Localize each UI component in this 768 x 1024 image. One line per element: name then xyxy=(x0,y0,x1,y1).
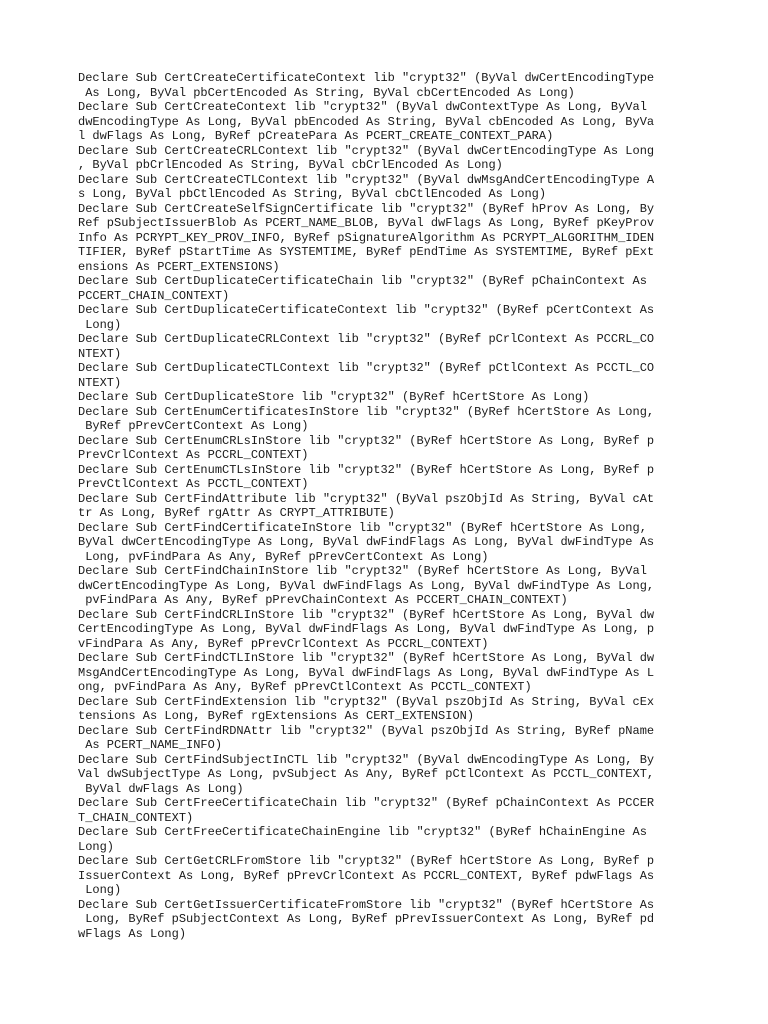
code-line: , ByVal pbCrlEncoded As String, ByVal cbCrlEncoded As Long) xyxy=(78,158,503,172)
code-line: Declare Sub CertFreeCertificateChainEngine lib "crypt32" (ByRef hChainEngine As xyxy=(78,825,647,839)
code-line: wFlags As Long) xyxy=(78,926,187,941)
code-line: Declare Sub CertCreateCRLContext lib "crypt32" (ByVal dwCertEncodingType As Long xyxy=(78,143,655,158)
code-line: Declare Sub CertFindSubjectInCTL lib "crypt32" (ByVal dwEncodingType As Long, By xyxy=(78,752,655,767)
code-line: s Long, ByVal pbCtlEncoded As String, ByVal cbCtlEncoded As Long) xyxy=(78,187,547,201)
code-line: Declare Sub CertFindCTLInStore lib "crypt32" (ByRef hCertStore As Long, ByVal dw xyxy=(78,651,655,665)
code-line: Declare Sub CertEnumCTLsInStore lib "crypt32" (ByRef hCertStore As Long, ByRef p xyxy=(78,462,655,477)
code-line: PrevCrlContext As PCCRL_CONTEXT) xyxy=(78,448,309,462)
code-line: Declare Sub CertFreeCertificateChain lib "crypt32" (ByRef pChainContext As PCCER xyxy=(78,796,655,810)
code-line: Declare Sub CertCreateContext lib "crypt32" (ByVal dwContextType As Long, ByVal xyxy=(78,100,647,114)
code-line: Ref pSubjectIssuerBlob As PCERT_NAME_BLOB, ByVal dwFlags As Long, ByRef pKeyProv xyxy=(78,216,655,230)
code-line: vFindPara As Any, ByRef pPrevCrlContext As PCCRL_CONTEXT) xyxy=(78,636,489,651)
code-line: Declare Sub CertFindCRLInStore lib "crypt32" (ByRef hCertStore As Long, ByVal dw xyxy=(78,607,655,622)
code-line: ByVal dwFlags As Long) xyxy=(78,781,244,796)
code-line: As PCERT_NAME_INFO) xyxy=(78,738,223,752)
code-line: Declare Sub CertDuplicateCertificateContext lib "crypt32" (ByRef pCertContext As xyxy=(78,303,655,317)
code-line: dwEncodingType As Long, ByVal pbEncoded As String, ByVal cbEncoded As Long, ByVa xyxy=(78,114,655,129)
code-line: Declare Sub CertFindRDNAttr lib "crypt32" (ByVal pszObjId As String, ByRef pName xyxy=(78,723,655,738)
code-line: Declare Sub CertCreateSelfSignCertificate lib "crypt32" (ByRef hProv As Long, By xyxy=(78,201,655,216)
code-line: PrevCtlContext As PCCTL_CONTEXT) xyxy=(78,477,309,491)
code-line: Declare Sub CertFindAttribute lib "crypt32" (ByVal pszObjId As String, ByVal cAt xyxy=(78,491,655,506)
code-line: Long) xyxy=(78,839,115,854)
code-line: T_CHAIN_CONTEXT) xyxy=(78,810,194,825)
code-line: Declare Sub CertDuplicateStore lib "crypt32" (ByRef hCertStore As Long) xyxy=(78,390,590,404)
code-line: Declare Sub CertDuplicateCRLContext lib "crypt32" (ByRef pCrlContext As PCCRL_CO xyxy=(78,332,655,346)
code-line: Declare Sub CertCreateCertificateContext lib "crypt32" (ByVal dwCertEncodingType xyxy=(78,71,655,85)
code-line: Declare Sub CertEnumCertificatesInStore lib "crypt32" (ByRef hCertStore As Long, xyxy=(78,404,655,419)
code-line: Declare Sub CertDuplicateCertificateChain lib "crypt32" (ByRef pChainContext As xyxy=(78,274,647,288)
code-line: CertEncodingType As Long, ByVal dwFindFlags As Long, ByVal dwFindType As Long, p xyxy=(78,622,655,636)
code-line: PCCERT_CHAIN_CONTEXT) xyxy=(78,288,230,303)
code-line: Declare Sub CertFindExtension lib "crypt32" (ByVal pszObjId As String, ByVal cEx xyxy=(78,694,655,709)
code-line: ByVal dwCertEncodingType As Long, ByVal dwFindFlags As Long, ByVal dwFindType As xyxy=(78,535,655,549)
code-line: l dwFlags As Long, ByRef pCreatePara As PCERT_CREATE_CONTEXT_PARA) xyxy=(78,129,554,143)
code-line: Declare Sub CertCreateCTLContext lib "crypt32" (ByVal dwMsgAndCertEncodingType A xyxy=(78,172,655,187)
code-line: Declare Sub CertFindChainInStore lib "crypt32" (ByRef hCertStore As Long, ByVal xyxy=(78,564,647,578)
code-line: tensions As Long, ByRef rgExtensions As CERT_EXTENSION) xyxy=(78,709,475,723)
code-line: tr As Long, ByRef rgAttr As CRYPT_ATTRIBUTE) xyxy=(78,506,395,520)
code-line: Long) xyxy=(78,317,122,332)
code-line: Long, ByRef pSubjectContext As Long, ByRef pPrevIssuerContext As Long, ByRef pd xyxy=(78,912,655,926)
code-line: Declare Sub CertFindCertificateInStore lib "crypt32" (ByRef hCertStore As Long, xyxy=(78,520,647,535)
code-line: Long, pvFindPara As Any, ByRef pPrevCertContext As Long) xyxy=(78,549,489,564)
code-line: Declare Sub CertGetIssuerCertificateFromStore lib "crypt32" (ByRef hCertStore As xyxy=(78,897,655,912)
code-line: Info As PCRYPT_KEY_PROV_INFO, ByRef pSignatureAlgorithm As PCRYPT_ALGORITHM_IDEN xyxy=(78,230,655,245)
code-line: ong, pvFindPara As Any, ByRef pPrevCtlContext As PCCTL_CONTEXT) xyxy=(78,680,532,694)
code-line: TIFIER, ByRef pStartTime As SYSTEMTIME, ByRef pEndTime As SYSTEMTIME, ByRef pExt xyxy=(78,245,655,259)
document-page xyxy=(78,71,698,941)
code-line: Declare Sub CertDuplicateCTLContext lib "crypt32" (ByRef pCtlContext As PCCTL_CO xyxy=(78,361,655,375)
code-line: ensions As PCERT_EXTENSIONS) xyxy=(78,259,280,274)
code-line: ByRef pPrevCertContext As Long) xyxy=(78,419,309,433)
code-line: pvFindPara As Any, ByRef pPrevChainContext As PCCERT_CHAIN_CONTEXT) xyxy=(78,593,568,607)
code-line: dwCertEncodingType As Long, ByVal dwFindFlags As Long, ByVal dwFindType As Long, xyxy=(78,578,655,593)
code-line: IssuerContext As Long, ByRef pPrevCrlContext As PCCRL_CONTEXT, ByRef pdwFlags As xyxy=(78,868,655,883)
code-line: Long) xyxy=(78,883,122,897)
code-line: NTEXT) xyxy=(78,346,122,361)
code-line: Val dwSubjectType As Long, pvSubject As Any, ByRef pCtlContext As PCCTL_CONTEXT, xyxy=(78,767,655,781)
code-line: As Long, ByVal pbCertEncoded As String, ByVal cbCertEncoded As Long) xyxy=(78,85,575,100)
code-line: MsgAndCertEncodingType As Long, ByVal dwFindFlags As Long, ByVal dwFindType As L xyxy=(78,665,655,680)
code-line: Declare Sub CertEnumCRLsInStore lib "crypt32" (ByRef hCertStore As Long, ByRef p xyxy=(78,433,655,448)
code-line: NTEXT) xyxy=(78,375,122,390)
code-line: Declare Sub CertGetCRLFromStore lib "crypt32" (ByRef hCertStore As Long, ByRef p xyxy=(78,854,655,868)
